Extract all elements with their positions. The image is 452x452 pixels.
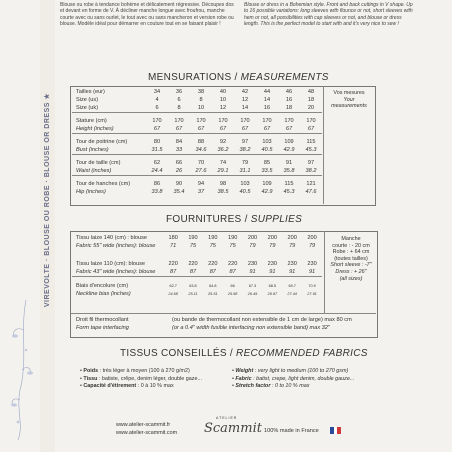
cell: 27.44: [287, 291, 297, 296]
list-item: • Tissu : batiste, crêpe, denim léger, double gaze...: [80, 375, 202, 382]
french-flag-icon: [330, 427, 341, 434]
cell: 87: [209, 269, 216, 275]
fabric-value: : batist, crepe, light denim, double gauze...: [251, 375, 355, 382]
cell: 35.4: [173, 189, 185, 195]
cell: 67: [285, 126, 293, 132]
cell: 16: [285, 97, 293, 103]
cell: 80: [153, 139, 161, 145]
brand-logo: Scammit: [204, 421, 262, 436]
sleeve-note-line: courte : - 20 cm: [332, 242, 370, 249]
cell: 71: [170, 243, 177, 249]
cell: 40: [219, 89, 227, 95]
fabric-value: : batiste, crêpe, denim léger, double gaze...: [97, 375, 202, 382]
table-row: [72, 96, 322, 104]
cell: 16: [263, 105, 271, 111]
cell: 36: [175, 89, 183, 95]
table-row: [72, 146, 322, 155]
spine-title: VIREVOLTE · BLOUSE OU ROBE · BLOUSE OR DRESS ★: [44, 92, 51, 308]
your-measurements-note: [326, 90, 372, 110]
cell: 27.91: [307, 291, 317, 296]
cell: 45.3: [283, 189, 295, 195]
cell: 68.5: [268, 283, 277, 288]
cell: 44: [263, 89, 271, 95]
cell: 87: [189, 269, 197, 275]
cell: 220: [168, 261, 178, 267]
table-row: [72, 88, 322, 96]
cell: 170: [306, 118, 316, 124]
cell: 91: [249, 269, 256, 275]
sleeve-note-line: Short sleeve : -7": [330, 262, 372, 269]
fabrics-heading: [120, 348, 368, 359]
sleeve-note: [326, 236, 376, 282]
cell: 79: [269, 243, 276, 249]
fabric-value: : very light to medium (100 to 270 gsm): [253, 368, 349, 374]
fabrics-list-fr: [80, 368, 230, 391]
cell: 180: [168, 235, 178, 241]
cell: 46: [285, 89, 293, 95]
cell: 37: [197, 189, 205, 195]
row-label: Fabric 43" wide (inches): blouse: [76, 269, 156, 275]
cell: 62: [153, 160, 161, 166]
cell: 121: [306, 181, 316, 187]
fabric-key: Weight: [235, 368, 254, 374]
row-label: Neckline bias (inches): [76, 291, 131, 297]
row-label: Size (us): [76, 97, 99, 103]
cell: 25.11: [188, 291, 198, 296]
cell: 45.3: [305, 147, 317, 153]
cell: 115: [306, 139, 316, 145]
cell: 103: [262, 139, 272, 145]
interfacing-text: [172, 316, 376, 332]
cell: 79: [308, 243, 316, 249]
table-row: [72, 188, 322, 196]
interfacing-label-en: Form tape interfacing: [76, 325, 129, 331]
interfacing-label-fr: Droit fil thermocollant: [76, 317, 129, 323]
measurements-divider: [323, 86, 324, 204]
cell: 67: [241, 126, 249, 132]
table-row: [72, 268, 322, 277]
cell: 97: [241, 139, 249, 145]
cell: 18: [307, 97, 315, 103]
cell: 18: [285, 105, 293, 111]
cell: 75: [229, 243, 236, 249]
cell: 6: [177, 97, 181, 103]
cell: 31.1: [239, 168, 251, 174]
cell: 67: [263, 126, 271, 132]
sleeve-note-line: (toutes tailles): [334, 255, 368, 262]
fabric-key: Capacité d'étirement: [83, 383, 137, 390]
table-row: [72, 104, 322, 113]
fabrics-heading-fr: TISSUS CONSEILLÉS /: [120, 348, 237, 359]
cell: 26.97: [267, 291, 278, 296]
cell: 47.6: [305, 189, 317, 195]
cell: 25.98: [227, 291, 238, 296]
flag-stripe-red: [337, 427, 341, 434]
row-label: Bust (inches): [76, 147, 109, 153]
fabric-key: Fabric: [235, 375, 252, 382]
fabric-value: : très léger à moyen (100 à 270 g/m2): [98, 368, 190, 374]
brand-small-label: ATELIER: [216, 416, 238, 420]
cell: 10: [219, 97, 227, 103]
supplies-heading-fr: FOURNITURES /: [166, 214, 251, 225]
cell: 109: [284, 139, 294, 145]
cell: 220: [188, 261, 198, 267]
sleeve-note-line: Robe : + 64 cm: [332, 249, 370, 256]
cell: 200: [287, 235, 297, 241]
website-fr: www.atelier-scammit.fr: [116, 422, 171, 428]
cell: 40.5: [261, 147, 273, 153]
cell: 97: [307, 160, 315, 166]
table-row: [72, 282, 322, 290]
cell: 26: [175, 168, 183, 174]
cell: 170: [284, 118, 294, 124]
cell: 170: [240, 118, 250, 124]
cell: 103: [240, 181, 250, 187]
cell: 74: [219, 160, 227, 166]
cell: 75: [209, 243, 216, 249]
fabric-value: : 0 to 10 % max: [270, 383, 310, 390]
cell: 91: [285, 160, 293, 166]
measurements-heading-fr: MENSURATIONS /: [148, 72, 241, 83]
cell: 200: [307, 235, 317, 241]
fabric-key: Poids: [83, 368, 99, 374]
cell: 91: [308, 269, 316, 275]
table-row: [72, 250, 322, 260]
cell: 42: [241, 89, 249, 95]
sleeve-note-line: (all sizes): [339, 275, 363, 282]
cell: 33.5: [261, 168, 273, 174]
list-item: • Weight : very light to medium (100 to 270 gsm): [232, 368, 349, 374]
table-row: [72, 138, 322, 146]
cell: 34.6: [195, 147, 207, 153]
list-item: • Stretch factor : 0 to 10 % max: [232, 383, 310, 390]
measurements-heading: [148, 72, 329, 83]
cell: 64.8: [209, 283, 217, 288]
cell: 70.9: [308, 283, 316, 288]
supplies-heading: [166, 214, 302, 225]
fabric-key: Tissu: [83, 375, 98, 382]
cell: 38.2: [239, 147, 251, 153]
cell: 67: [153, 126, 161, 132]
cell: 67: [219, 126, 227, 132]
cell: 27.6: [195, 168, 207, 174]
row-label: Biais d'encolure (cm): [76, 283, 129, 289]
supplies-heading-en: SUPPLIES: [250, 214, 303, 225]
cell: 87: [170, 269, 177, 275]
cell: 70: [197, 160, 205, 166]
cell: 190: [188, 235, 198, 241]
table-row: [72, 125, 322, 134]
row-label: Tour de poitrine (cm): [76, 139, 128, 145]
row-label: Tissu laize 110 (cm): blouse: [76, 261, 146, 267]
cell: 38: [197, 89, 205, 95]
cell: 230: [267, 261, 278, 267]
cell: 170: [196, 118, 206, 124]
table-row: [72, 117, 322, 125]
cell: 85: [263, 160, 271, 166]
made-in-france: 100% made in France: [264, 428, 319, 434]
measurements-heading-en: MEASUREMENTS: [240, 72, 329, 83]
cell: 62.7: [169, 283, 177, 288]
cell: 12: [219, 105, 227, 111]
cell: 230: [247, 261, 258, 267]
cell: 91: [269, 269, 276, 275]
cell: 200: [247, 235, 258, 241]
row-label: Tour de taille (cm): [76, 160, 121, 166]
cell: 8: [177, 105, 181, 111]
table-row: [72, 159, 322, 167]
cell: 170: [262, 118, 272, 124]
cell: 67: [307, 126, 315, 132]
cell: 98: [219, 181, 227, 187]
sleeve-note-line: Dress : + 26": [335, 268, 367, 275]
supplies-divider: [324, 231, 325, 313]
cell: 92: [219, 139, 227, 145]
cell: 200: [267, 235, 278, 241]
cell: 230: [307, 261, 317, 267]
cell: 42.9: [261, 189, 273, 195]
cell: 6: [155, 105, 159, 111]
cell: 33.8: [151, 189, 163, 195]
row-label: Tissu laize 140 (cm) : blouse: [76, 235, 147, 241]
measurements-table: [72, 88, 322, 196]
cell: 69.7: [288, 283, 296, 288]
fabrics-list-en: [232, 368, 382, 391]
website-links: [116, 421, 177, 437]
cell: 24.4: [151, 168, 163, 174]
cell: 12: [241, 97, 249, 103]
cell: 33: [175, 147, 183, 153]
intro-english: Blouse or dress in a Bohemian style. Front and back cuttings in V shape. Up to 16 possible variations: long sleeves with flounce or not, short sleeves with hem or not, all possibilities with cap sleeves or not, and blouse or dress length. This is the perfect model to start with and it's very nice to sew !: [244, 2, 413, 27]
row-label: Tailles (eur): [76, 89, 105, 95]
cell: 79: [241, 160, 249, 166]
cell: 4: [155, 97, 159, 103]
cell: 63.8: [189, 283, 197, 288]
cell: 10: [197, 105, 205, 111]
cell: 29.1: [217, 168, 229, 174]
cell: 170: [174, 118, 184, 124]
cell: 190: [227, 235, 238, 241]
cell: 40.5: [239, 189, 251, 195]
cell: 24.68: [168, 291, 178, 296]
list-item: • Capacité d'étirement : 0 à 10 % max: [80, 383, 174, 390]
fabric-key: Stretch factor: [235, 383, 271, 390]
cell: 86: [153, 181, 161, 187]
cell: 38.5: [217, 189, 229, 195]
cell: 67: [175, 126, 183, 132]
row-label: Fabric 55" wide (inches): blouse: [76, 243, 156, 249]
cell: 75: [189, 243, 197, 249]
cell: 84: [175, 139, 183, 145]
list-item: • Fabric : batist, crepe, light denim, double gauze...: [232, 375, 355, 382]
row-label: Size (uk): [76, 105, 99, 111]
cell: 230: [287, 261, 297, 267]
table-row: [72, 260, 322, 268]
cell: 190: [208, 235, 218, 241]
fabric-value: : 0 à 10 % max: [136, 383, 174, 390]
cell: 90: [175, 181, 183, 187]
cell: 35.8: [283, 168, 295, 174]
row-label: Hip (inches): [76, 189, 106, 195]
cell: 26.49: [247, 291, 258, 296]
cell: 170: [218, 118, 228, 124]
cell: 67: [197, 126, 205, 132]
list-item: • Poids : très léger à moyen (100 à 270 g/m2): [80, 368, 190, 374]
cell: 87: [229, 269, 236, 275]
cell: 67.3: [248, 283, 257, 288]
cell: 88: [197, 139, 205, 145]
row-label: Stature (cm): [76, 118, 107, 124]
sleeve-note-line: Manche: [341, 236, 361, 242]
table-row: [72, 242, 322, 250]
table-row: [72, 167, 322, 176]
supplies-table: [72, 234, 322, 298]
floral-decoration: [6, 300, 36, 440]
cell: 66: [175, 160, 183, 166]
cell: 220: [208, 261, 218, 267]
cell: 14: [263, 97, 271, 103]
cell: 34: [153, 89, 161, 95]
cell: 220: [227, 261, 238, 267]
cell: 20: [307, 105, 315, 111]
row-label: Waist (inches): [76, 168, 112, 174]
cell: 31.5: [151, 147, 163, 153]
cell: 91: [289, 269, 296, 275]
cell: 42.9: [283, 147, 295, 153]
cell: 79: [249, 243, 256, 249]
table-row: [72, 234, 322, 242]
website-com: www.atelier-scammit.com: [116, 430, 178, 436]
cell: 38.2: [305, 168, 317, 174]
table-row: [72, 290, 322, 298]
fabrics-heading-en: RECOMMENDED FABRICS: [236, 348, 368, 359]
cell: 14: [241, 105, 249, 111]
cell: 79: [289, 243, 296, 249]
row-label: Tour de hanches (cm): [76, 181, 131, 187]
row-label: Height (inches): [76, 126, 114, 132]
cell: 36.2: [217, 147, 229, 153]
interfacing-text-en: (or a 0.4" width fusible interfacing non extensible band) max 32": [172, 325, 330, 331]
cell: 115: [284, 181, 294, 187]
cell: 94: [197, 181, 205, 187]
intro-french: Blouse ou robe à tendance bohème et délicatement régressive. Découpes dos et devant en forme de V. À décliner manche longue avec froufrou, manche courte avec ou sans ourlet, le tout avec ou sans mancheron et version robe ou blouse. Modèle idéal pour démarrer en couture tout en se faisant plaisir !: [60, 2, 234, 27]
table-row: [72, 180, 322, 188]
interfacing-text-fr: (ou bande de thermocollant non extensible de 1 cm de large) max 80 cm: [172, 317, 352, 323]
interfacing-label: [76, 316, 156, 332]
supplies-separator: [70, 313, 376, 314]
cell: 66: [230, 283, 235, 288]
cell: 170: [152, 118, 162, 124]
cell: 109: [262, 181, 272, 187]
cell: 48: [307, 89, 315, 95]
your-measurements-fr: Vos mesures: [333, 90, 365, 96]
cell: 25.51: [208, 291, 218, 296]
cell: 8: [199, 97, 203, 103]
your-measurements-en: Your measurements: [331, 96, 367, 110]
